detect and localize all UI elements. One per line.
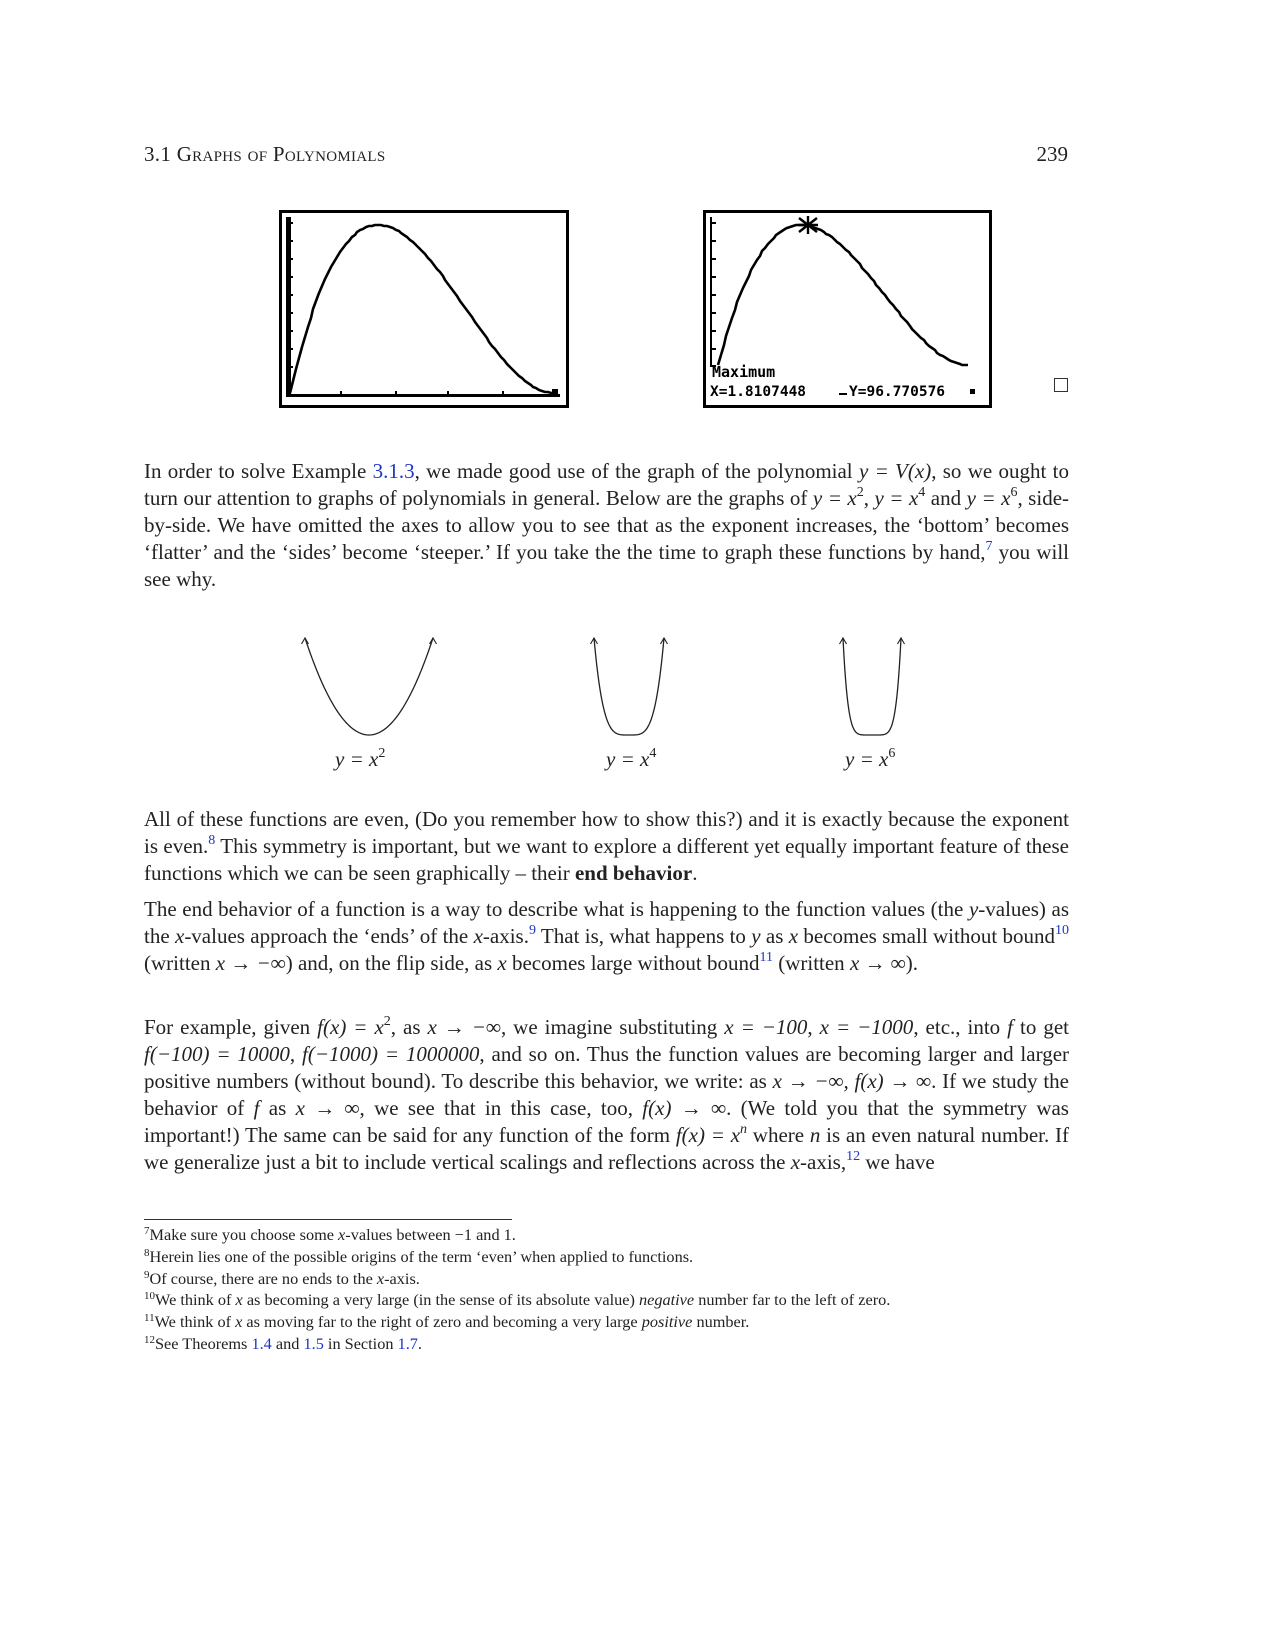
maximum-y-readout: Y=96.770576: [849, 384, 946, 400]
maximum-x-readout: X=1.8107448: [710, 384, 807, 400]
paragraph-intro-graphs: In order to solve Example 3.1.3, we made good use of the graph of the polynomial y = V(x), so we ought to turn our attention to graphs of polynomials in general. Below are the graphs of $y = x^2$, $y = x^4$ and $y = x^6$, side-by-side. We have omitted the axes to allow you to see that as the exponent increases, the ‘bottom’ becomes ‘flatter’ and the ‘sides’ become ‘steeper.’ If you take the the time to graph these functions by hand,$^7$ you will see why.: [144, 459, 1070, 591]
footnote-ref-8[interactable]: 8: [208, 833, 216, 848]
footnote-11: $^{11}$We think of x as moving far to the right of zero and becoming a very large positive number.: [144, 1312, 750, 1332]
footnote-ref-9[interactable]: 9: [528, 923, 536, 938]
readout-separator: [839, 393, 847, 395]
end-of-example-box-icon: [1054, 378, 1068, 392]
maximum-cursor-icon: [798, 216, 818, 234]
y-axis: [710, 217, 716, 367]
footnotes: [144, 1224, 1084, 1355]
section-1-7-link[interactable]: 1.7: [397, 1333, 418, 1353]
calculator-graph-plot: [282, 213, 566, 405]
theorem-1-5-link[interactable]: 1.5: [303, 1333, 324, 1353]
footnote-9: $^9$Of course, there are no ends to the x-axis.: [144, 1268, 420, 1288]
curve-label-x4: $y = x^4$: [606, 746, 657, 771]
footnote-ref-10[interactable]: 10: [1055, 923, 1069, 938]
curve-label-x6: $y = x^6$: [845, 746, 896, 771]
footnote-8: $^8$Herein lies one of the possible origins of the term ‘even’ when applied to functions.: [144, 1246, 694, 1266]
calculator-graph-plot-maximum: [706, 213, 989, 405]
theorem-1-4-link[interactable]: 1.4: [251, 1333, 272, 1353]
section-title: 3.1 Graphs of Polynomials: [144, 142, 386, 166]
volume-curve: [290, 225, 554, 393]
footnote-divider: [144, 1219, 512, 1220]
example-reference-link[interactable]: 3.1.3: [372, 459, 415, 483]
footnote-7: $^7$Make sure you choose some x-values between −1 and 1.: [144, 1225, 516, 1244]
y-axis: [286, 217, 291, 397]
paragraph-example-x-squared: For example, given $f(x) = x^2$, as x → −∞, we imagine substituting x = −100, x = −1000, etc., into f to get f(−100) = 10000, f(−1000) = 1000000, and so on. Thus the function values are becoming larger and larger positive numbers (without bound). To describe this behavior, we write: as x → −∞, f(x) → ∞. If we study the behavior of f as x → ∞, we see that in this case, too, f(x) → ∞. (We told you that the symmetry was important!) The same can be said for any function of the form $f(x) = x^n$ where n is an even natural number. If we generalize just a bit to include vertical scalings and reflections across the x-axis,$^{12}$ we have: [144, 1014, 1070, 1174]
curve-y-x-2: [305, 638, 433, 735]
footnote-ref-12[interactable]: 12: [846, 1149, 861, 1164]
footnote-10: $^{10}$We think of x as becoming a very large (in the sense of its absolute value) negative number far to the left of zero.: [144, 1290, 891, 1310]
footnote-12: $^{12}$See Theorems 1.4 and 1.5 in Section 1.7.: [144, 1333, 422, 1353]
footnote-ref-7[interactable]: 7: [985, 539, 993, 554]
footnote-ref-11[interactable]: 11: [759, 950, 773, 965]
curve-label-x2: $y = x^2$: [335, 746, 386, 771]
right-arrow-icon: [430, 638, 437, 644]
busy-indicator: [970, 389, 975, 394]
calculator-screen-graph: [279, 210, 569, 408]
curve-y-x-4: [594, 638, 664, 735]
paragraph-even-functions: All of these functions are even, (Do you remember how to show this?) and it is exactly because the exponent is even.$^8$ This symmetry is important, but we want to explore a different yet equally important feature of these functions which we can be seen graphically – their end behavior.: [144, 807, 1069, 885]
running-head: [144, 142, 1068, 172]
left-arrow-icon: [302, 638, 309, 644]
term-end-behavior: end behavior: [574, 861, 693, 885]
calculator-screen-maximum: [703, 210, 992, 408]
curve-y-x-6: [843, 638, 901, 735]
maximum-label: Maximum: [712, 363, 776, 381]
power-function-graphs: [280, 625, 940, 750]
volume-curve: [718, 225, 968, 365]
paragraph-end-behavior-definition: The end behavior of a function is a way to describe what is happening to the function values (the y-values) as the x-values approach the ‘ends’ of the x-axis.$^9$ That is, what happens to y as x becomes small without bound$^{10}$ (written x → −∞) and, on the flip side, as x becomes large without bound$^{11}$ (written x → ∞).: [144, 897, 1069, 975]
x-axis: [286, 389, 560, 397]
page-number: 239: [1036, 142, 1068, 166]
